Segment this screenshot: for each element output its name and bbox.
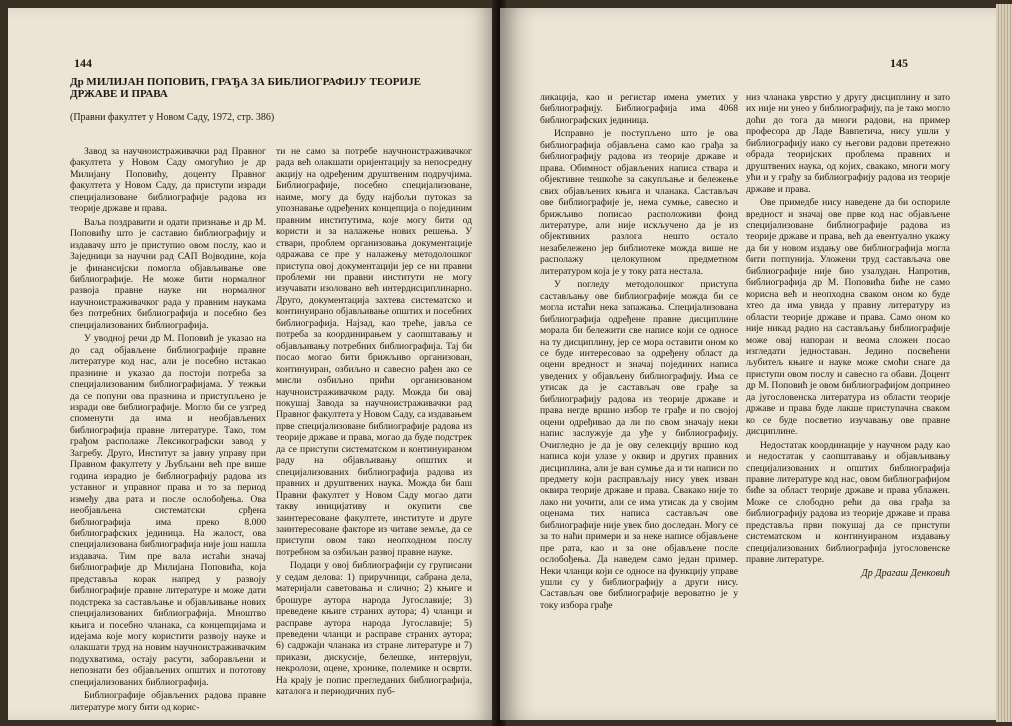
paragraph: ти не само за потребе научноистраживачког рада већ олакшати оријентацију за непосредну акцију на одређеним друштвеним подручјима. Библиографије, посебно специјализоване, наиме, могу да буду најбољи путоказ за упознавање одређених концепција о појединим правним институтима, које могу бити од користи и за налажење нових решења. У ствари, проблем организовања документације одражава се пре у налажењу методолошког приступа овој документацији јер се ни правни проблеми ни правни институти не могу изучавати изоловано већ интердисциплинарно. Друго, документација захтева систематско и континуирано објављивање општих и посебних библиографија. Најзад, као треће, јавља се потреба за координирањем у саопштавању и објављивању потребних библиографија. Тај би посао могао бити брижљиво организован, континуиран, озбиљно и савесно рађен ако се мисли озбиљно прићи организованом научноистраживачком раду. Можда би овај покушај Завода за научноистраживачки рад Правног факултета у Новом Саду, са издавањем прве специјализоване библиографије радова из теорије државе и права, могао да буде подстрек да се приступи систематском и континуираном раду на објављивању општих и специјализованих библиографија радова из правних и друштвених наука. Можда би баш Правни факултет у Новом Саду могао дати такву иницијативу и окупити све заинтересоване факултете, институте и друге заинтересоване факторе из читаве земље, да се приступи овом тако неопходном послу потребном за озбиљан развој правне науке. bbox=[276, 146, 472, 558]
right-column-2 bbox=[746, 92, 950, 581]
left-page bbox=[8, 8, 496, 720]
page-number: 144 bbox=[74, 56, 92, 70]
paragraph: Завод за научноистраживачки рад Правног факултета у Новом Саду омогућио је др Милијану Поповићу, доценту Правног факултета у Новом Саду, да приступи изради специјализоване библиографије радова из теорије државе и права. bbox=[70, 146, 266, 215]
left-column-1 bbox=[70, 146, 266, 715]
page-edges bbox=[996, 4, 1012, 722]
paragraph: У уводној речи др М. Поповић је указао на до сад објављене библиографије правне литературе код нас, али је посебно истакао празнине и указао да постоји потреба за специјализованим библиографијама. У тежњи да се попуни ова празнина и приступљено је изради ове библиографије. Могло би се узгред споменути да има и необјављених библиографија правне литературе. Тако, том грађом располаже Лексикографски завод у Загребу. Друго, Институт за јавну управу при Правном факултету у Љубљани већ пре више година израдио је библиографију радова из уставног и управног права и то за период између два рата и после ослобођења. Ова необјављена систематски срђена библиографија има преко 8.000 библиографских јединица. На жалост, ова специјализована библиографија није још нашла издавача. Тим пре вала истаћи значај библиографије др Милијана Поповића, која представља корак напред у развоју библиографије правне литературе и може дати подстрека за састављање и објављивање нових специјализованих библиографија. Мноштво књига и посебно чланака, са концепцијама и идејама које могу користити развоју науке и олакшати труд на новим научноистраживачким подухватима, остају расути, заборављени и непознати без објављених општих и пототову специјализованих библиографија. bbox=[70, 333, 266, 688]
paragraph: Библиографије објављених радова правне литературе могу бити од корис- bbox=[70, 690, 266, 713]
right-page bbox=[500, 8, 996, 720]
right-column-1 bbox=[540, 92, 738, 613]
paragraph: Ове примедбе нису наведене да би оспориле вредност и значај ове прве код нас објављене специјализоване библиографије радова из теорије државе и права, већ да евентуално укажу да би у новом издању ове библиографија могла бити потпунија. Уложени труд састављача ове библиографије није био узалудан. Напротив, библиографија др М. Поповића биће не само корисна већ и неопходна сваком оном ко буде хтео да има увида у правну литературу из области теорије државе и права. Само оном ко није никад радио на састављању библиографије може овај напоран и веома сложен посао изгледати једноставан. Једино посвећени љубитељ књиге и науке може смоћи снаге да приступи овом послу и савесно га обави. Доцент др М. Поповић је овом библиографијом допринео да југословенска литература из области теорије државе и права буде лакше приступачна сваком ко се буде посветио изучавању ове правне дисциплине. bbox=[746, 197, 950, 438]
left-column-2 bbox=[276, 146, 472, 700]
paragraph: У погледу методолошког приступа састављању ове библиографије можда би се могла истаћи нека запажања. Специјализована библиографија одређене правне дисциплине морала би бележити све написе који се односе на ту дисциплину, јер се мора оставити оном ко се буде интересовао за одређену област да оцени вредност и значај појединих написа уведених у објављену библиографију. Има се утисак да је састављач ове грађе за библиографију радова из теорије државе и права негде вршио избор те грађе и по својој оцени одређивао да ли по свом значају неки напис заслужује да уђе у библиографију. Очигледно је да је ову селекцију вршио код написа који улазе у оквир и других правних дисциплина, али је ван сумње да и ти написи по предмету који расправљају нису увек изван оквира теорије државе и права. Свакако није то лако ни уочити, али се има утисак да у својим оценама тих написа састављач ове библиографије није увек био доследан. Могу се за то наћи примери и за неке написе објављене пре рата, као и за оне објављене после ослобођења. Да наведем само један пример. Неки чланци који се односе на функцију управе ушли су у библиографију а други нису. Састављач ове библиографије вероватно је у току избора грађе bbox=[540, 279, 738, 611]
paragraph: Ваља поздравити и одати признање и др М. Поповићу што је саставио библиографију и издавачу што је приступио овом послу, као и Заједници за научни рад САП Војводине, која је финансијски помогла објављивање ове библиографије. Не може бити нормалног развоја правне науке ни нормалног научноистраживачког рада у правним наукама без потребних библиографија и посебно без специјализованих библиографија. bbox=[70, 216, 266, 331]
review-heading: Др МИЛИЈАН ПОПОВИЋ, ГРАЂА ЗА БИБЛИОГРАФИЈУ ТЕОРИЈЕ ДРЖАВЕ И ПРАВА bbox=[70, 76, 421, 100]
paragraph: Исправно је поступљено што је ова библиографија објављена само као грађа за библиографију радова из теорије државе и права. Обимност објављених написа ствара и објективне тешкоће за сакупљање и бележење свих објављених књига и чланака. Састављач ове библиографије је, нема сумње, савесно и брижљиво пописао расположиви фонд литературе, али није искључено да је из објективних разлога нешто остало незабележено јер библиотеке можда више не располажу целокупном предметном литературом која је у току рата нестала. bbox=[540, 128, 738, 277]
paragraph: ликација, као и регистар имена уметих у библиографију. Библиографија има 4068 библиографских јединица. bbox=[540, 92, 738, 126]
signature: Др Драгаш Денковић bbox=[861, 567, 950, 579]
review-subheading: (Правни факултет у Новом Саду, 1972, стр. 386) bbox=[70, 112, 275, 123]
page-number: 145 bbox=[890, 56, 908, 70]
paragraph: Недостатак координације у научном раду као и недостатак у саопштавању и објављивању специјализованих и општих библиографија правне литературе код нас, овом библиографијом биће за област теорије државе и права ублажен. Може се слободно рећи да ова грађа за библиографију радова из теорије државе и права представља први покушај да се приступи систематском и континуираном издавању специјализованих библиографија југословенске правне литературе. bbox=[746, 439, 950, 566]
paragraph: Подаци у овој библиографији су груписани у седам делова: 1) приручници, сабрана дела, материјали саветовања и слично; 2) књиге и брошуре аутора народа Југославије; 3) преведене књиге страних аутора; 4) чланци и расправе аутора народа Југославије; 5) преведени чланци и расправе страних аутора; 6) садржаји чланака из стране литературе и 7) прикази, дискусије, белешке, интервјуи, некролози, оцене, хронике, полемике и осврти. На крају је попис прегледаних библиографија, каталога и периодичних пуб- bbox=[276, 560, 472, 698]
paragraph: низ чланака уврстио у другу дисциплину и зато их није ни унео у библиографију, па је тако могло доћи до тога да многи радови, на пример професора др Ладе Вавпетича, нису ушли у библиографију иако су његови радови претежно обрада теоријских проблема правних и друштвених наука, од којих, свакако, многи могу ући и у грађу за библиографију радова из теорије државе и права. bbox=[746, 92, 950, 195]
